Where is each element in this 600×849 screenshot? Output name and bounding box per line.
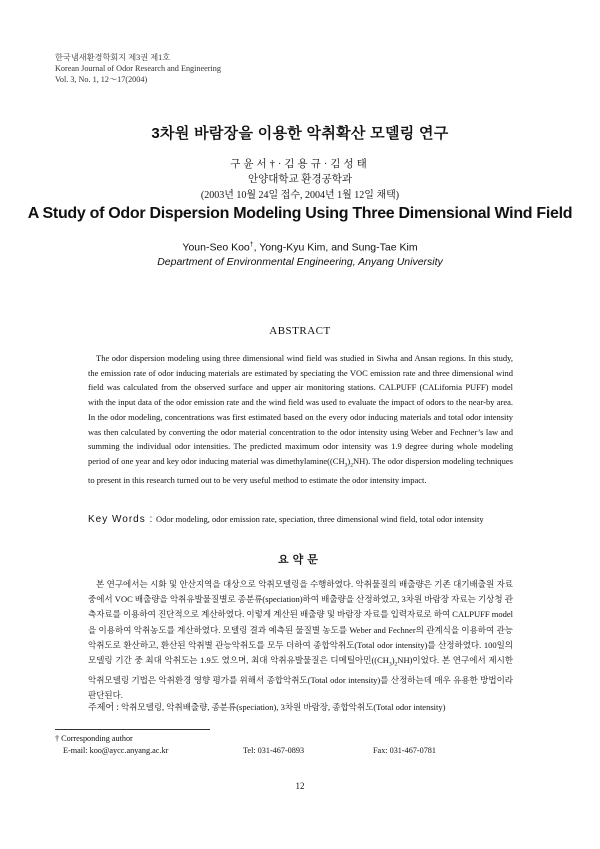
author-rest: , Yong-Kyu Kim, and Sung-Tae Kim: [253, 241, 418, 254]
keywords-korean-text: 악취모델링, 악취배출량, 종분류(speciation), 3차원 바람장, 종합악취도(Total odor intensity): [120, 702, 446, 712]
yoyak-sub-2: 2: [394, 661, 398, 668]
keywords-text: Odor modeling, odor emission rate, speciation, three dimensional wind field, total odor intensity: [156, 514, 484, 524]
korean-abstract-body: [88, 577, 513, 703]
authors-english: [0, 241, 600, 254]
authors-korean: 구윤서†·김용규·김성태: [230, 159, 370, 170]
korean-abstract-heading: 요약문: [278, 554, 322, 566]
dagger-mark: †: [249, 241, 254, 248]
footnote-divider: [55, 729, 210, 730]
journal-volume: Vol. 3, No. 1, 12～17(2004): [55, 75, 148, 84]
author-tel: Tel: 031-467-0893: [243, 746, 305, 755]
journal-header: [55, 52, 221, 85]
footnote: [55, 733, 535, 757]
title-korean: 3차원 바람장을 이용한 악취확산 모델링 연구: [151, 125, 449, 142]
page-number: 12: [295, 781, 305, 791]
abstract-body: [88, 351, 513, 488]
abstract-text-2: ): [347, 455, 351, 466]
affiliation-english: Department of Environmental Engineering, Anyang University: [157, 256, 443, 268]
author-fax: Fax: 031-467-0781: [373, 746, 436, 755]
yoyak-text-2: ): [391, 655, 395, 666]
abstract-text-1: The odor dispersion modeling using three dimensional wind field was studied in Siwha and Ansan regions. In this study, the emission rate of odor inducing materials are estimated by speciating the VOC emission rate and three dimensional wind field was calculated from the observed surface and upper air monitoring stations. CALPUFF (CALifornia PUFF) model with the input data of the odor emission rate and the wind field was used to evaluate the impact of odors to the near-by area. In the odor modeling, concentrations was first estimated based on the every odor inducing materials and total odor intensity was then calculated by converting the odor material concentration to the odor intensity using Weber and Fechner’s law and summing the individual odor intensities. The predicted maximum odor intensity was 1.9 degree during whole modeling period of one year and key odor inducing material was dimethylamine((CH: [88, 353, 513, 466]
keywords-korean: [88, 701, 513, 714]
journal-name-en: Korean Journal of Odor Research and Engineering: [55, 64, 221, 73]
abstract-text-3: NH). The odor dispersion modeling techniques to present in this research turned out to be very useful method to estimate the odor intensity impact.: [88, 455, 513, 486]
abstract-heading: ABSTRACT: [269, 325, 331, 337]
yoyak-sub-1: 3: [388, 661, 392, 668]
affiliation-korean: 안양대학교 환경공학과: [247, 174, 353, 185]
keywords-english: [88, 513, 513, 526]
yoyak-text-3: NH)이었다. 본 연구에서 제시한 악취모델링 기법은 악취환경 영향 평가를 위해서 종합악취도(Total odor intensity)를 산정하는데 매우 유용한 방법이라 판단된다.: [88, 655, 513, 701]
abstract-sub-2: 2: [350, 462, 353, 469]
keywords-korean-label: 주제어 :: [88, 702, 119, 712]
abstract-sub-1: 3: [344, 462, 348, 469]
author-email: E-mail: koo@aycc.anyang.ac.kr: [63, 746, 169, 755]
yoyak-text-1: 본 연구에서는 시화 및 안산지역을 대상으로 악취모델링을 수행하였다. 악취물질의 배출량은 기존 대기배출원 자료중에서 VOC 배출량을 악취유발물질별로 종분류(speciation)하여 배출량을 산정하였고, 3차원 바람장 자료는 기상청 관측자료를 이용하여 진단적으로 계산하였다. 이렇게 계산된 배출량 및 바람장 자료를 입력자료로 하여 CALPUFF model을 이용하여 악취농도를 계산하였다. 모델링 결과 예측된 물질별 농도를 Weber and Fechner의 관계식을 이용하여 관능악취도로 환산하고, 환산된 악취별 관능악취도를 모두 더하여 종합악취도(Total odor intensity)를 산정하였다. 100일의 모델링 기간 중 최대 악취도는 1.9도 였으며, 최대 악취유발물질은 디메틸아민((CH: [88, 579, 513, 666]
author-1: Youn-Seo Koo: [182, 241, 250, 254]
journal-name-ko: 한국냄새환경학회지 제3권 제1호: [55, 53, 171, 62]
keywords-label: Key Words :: [88, 514, 154, 525]
corresponding-author-note: † Corresponding author: [55, 734, 133, 743]
title-english: A Study of Odor Dispersion Modeling Using Three Dimensional Wind Field: [27, 205, 573, 222]
received-accepted-dates: (2003년 10월 24일 접수, 2004년 1월 12일 채택): [200, 190, 400, 201]
